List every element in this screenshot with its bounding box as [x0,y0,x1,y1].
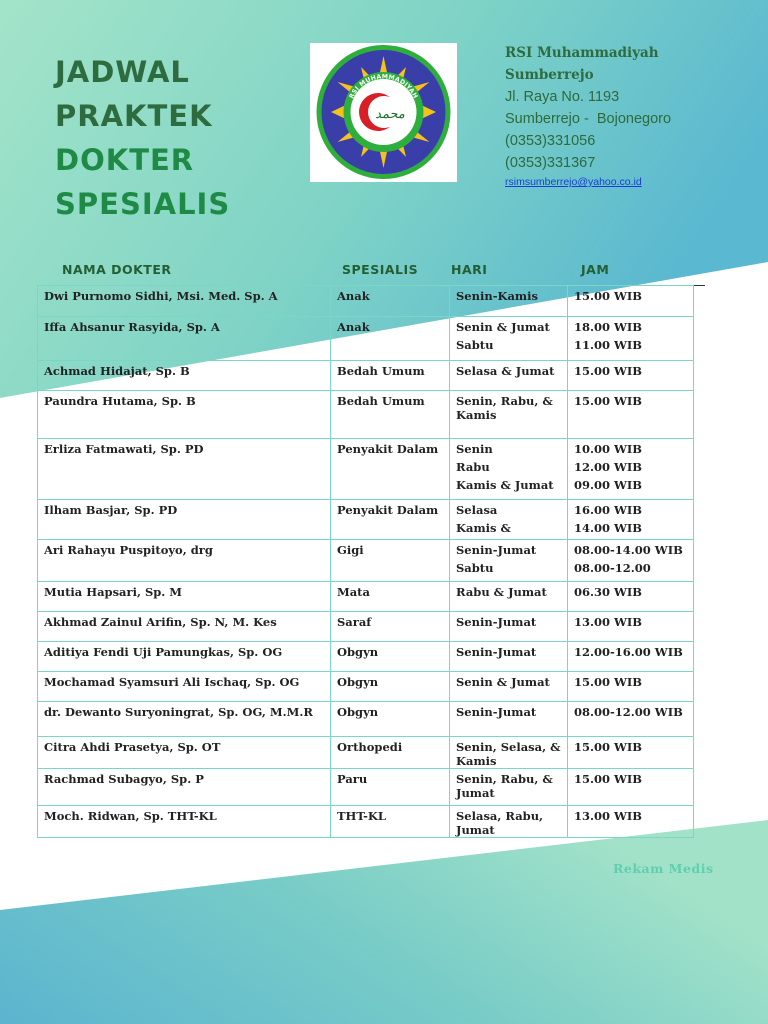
cell-jam-line: 10.00 WIB [574,442,643,456]
table-row [38,702,694,737]
cell-spesialis: Paru [331,769,450,806]
cell-jam [568,806,694,838]
table-row [38,540,694,582]
cell-spesialis: Penyakit Dalam [331,439,450,500]
cell-nama: Paundra Hutama, Sp. B [38,391,331,439]
cell-hari [450,737,568,769]
cell-jam-line: 15.00 WIB [574,675,643,689]
cell-jam-line: 15.00 WIB [574,364,643,378]
cell-hari-line: Rabu [456,460,490,474]
cell-jam-line: 11.00 WIB [574,338,643,352]
cell-jam-line: 16.00 WIB [574,503,643,517]
cell-jam-line: 15.00 WIB [574,740,643,754]
cell-hari-line: Senin-Jumat [456,645,537,659]
table-row [38,439,694,500]
cell-nama: Achmad Hidajat, Sp. B [38,361,331,391]
table-row [38,769,694,806]
table-row [38,642,694,672]
cell-hari-line: Senin-Jumat [456,705,537,719]
muhammadiyah-sun-logo-icon [310,43,457,182]
cell-jam [568,769,694,806]
cell-hari-line: Selasa, Rabu, Jumat [456,809,544,837]
cell-jam [568,286,694,317]
cell-hari-line: Sabtu [456,338,494,352]
cell-jam-line: 09.00 WIB [574,478,643,492]
cell-jam-line: 08.00-12.00 WIB [574,705,683,719]
cell-hari-line: Senin-Jumat [456,543,537,557]
cell-hari-line: Senin-Jumat [456,615,537,629]
cell-hari [450,286,568,317]
cell-hari [450,391,568,439]
cell-hari-line: Senin & Jumat [456,320,550,334]
logo-text-top: RSI MUHAMMADIYAH [348,73,419,100]
cell-nama: dr. Dewanto Suryoningrat, Sp. OG, M.M.R [38,702,331,737]
hospital-phone-1: (0353)331056 [505,133,596,149]
cell-jam [568,672,694,702]
cell-jam [568,361,694,391]
table-row [38,391,694,439]
column-header-spesialis: SPESIALIS [342,262,419,277]
cell-jam [568,612,694,642]
cell-jam [568,642,694,672]
table-row [38,672,694,702]
cell-hari-line: Senin & Jumat [456,675,550,689]
cell-hari [450,361,568,391]
table-row [38,806,694,838]
column-header-nama: NAMA DOKTER [62,262,172,277]
cell-spesialis: Anak [331,286,450,317]
cell-spesialis: Penyakit Dalam [331,500,450,540]
schedule-table [37,285,694,838]
cell-hari-line: Kamis & [456,521,511,535]
cell-hari [450,806,568,838]
cell-hari-line: Senin, Rabu, & Kamis [456,394,553,422]
hospital-phone-2: (0353)331367 [505,155,596,171]
column-header-hari: HARI [451,262,488,277]
title-line-3: DOKTER [55,143,195,177]
cell-hari [450,672,568,702]
cell-hari [450,500,568,540]
cell-jam-line: 14.00 WIB [574,521,643,535]
cell-spesialis: Gigi [331,540,450,582]
cell-hari [450,540,568,582]
cell-jam-line: 18.00 WIB [574,320,643,334]
cell-jam [568,317,694,361]
cell-spesialis: Bedah Umum [331,361,450,391]
cell-jam [568,702,694,737]
cell-nama: Ilham Basjar, Sp. PD [38,500,331,540]
table-row [38,317,694,361]
cell-hari [450,582,568,612]
cell-hari-line: Sabtu [456,561,494,575]
cell-nama: Erliza Fatmawati, Sp. PD [38,439,331,500]
cell-nama: Moch. Ridwan, Sp. THT-KL [38,806,331,838]
footer-rekam-medis: Rekam Medis [613,861,714,876]
cell-hari [450,439,568,500]
cell-spesialis: Orthopedi [331,737,450,769]
cell-hari-line: Senin-Kamis [456,289,538,303]
table-row [38,500,694,540]
cell-hari [450,317,568,361]
cell-nama: Aditiya Fendi Uji Pamungkas, Sp. OG [38,642,331,672]
cell-hari-line: Rabu & Jumat [456,585,547,599]
cell-spesialis: Obgyn [331,702,450,737]
cell-spesialis: Saraf [331,612,450,642]
cell-nama: Rachmad Subagyo, Sp. P [38,769,331,806]
cell-hari-line: Senin [456,442,493,456]
header-rule [693,285,705,286]
cell-jam-line: 06.30 WIB [574,585,643,599]
cell-spesialis: THT-KL [331,806,450,838]
table-row [38,286,694,317]
cell-jam-line: 15.00 WIB [574,772,643,786]
logo-text-bottom: SUMBERREJO [363,132,404,145]
hospital-address-1: Jl. Raya No. 1193 [505,89,620,105]
title-line-2: PRAKTEK [55,99,213,133]
title-line-1: JADWAL [55,55,190,89]
cell-jam [568,391,694,439]
title-line-4: SPESIALIS [55,187,231,221]
cell-hari-line: Senin, Rabu, & Jumat [456,772,553,800]
cell-jam-line: 08.00-14.00 WIB [574,543,683,557]
cell-nama: Dwi Purnomo Sidhi, Msi. Med. Sp. A [38,286,331,317]
cell-nama: Akhmad Zainul Arifin, Sp. N, M. Kes [38,612,331,642]
cell-nama: Iffa Ahsanur Rasyida, Sp. A [38,317,331,361]
cell-jam-line: 12.00 WIB [574,460,643,474]
cell-hari-line: Selasa & Jumat [456,364,555,378]
page-title [55,50,230,226]
column-header-jam: JAM [581,262,610,277]
cell-hari-line: Kamis & Jumat [456,478,554,492]
hospital-logo [310,43,457,182]
table-row [38,361,694,391]
cell-hari-line: Senin, Selasa, & Kamis [456,740,561,768]
cell-nama: Mutia Hapsari, Sp. M [38,582,331,612]
cell-spesialis: Obgyn [331,642,450,672]
cell-spesialis: Bedah Umum [331,391,450,439]
cell-jam [568,737,694,769]
cell-jam-line: 13.00 WIB [574,615,643,629]
cell-jam [568,439,694,500]
hospital-name: RSI Muhammadiyah Sumberrejo [505,45,659,83]
cell-nama: Ari Rahayu Puspitoyo, drg [38,540,331,582]
table-row [38,582,694,612]
svg-text:محمد: محمد [375,107,405,122]
cell-jam-line: 13.00 WIB [574,809,643,823]
table-row [38,612,694,642]
cell-hari [450,769,568,806]
cell-jam [568,540,694,582]
cell-hari [450,642,568,672]
cell-hari [450,702,568,737]
cell-jam-line: 15.00 WIB [574,394,643,408]
cell-nama: Citra Ahdi Prasetya, Sp. OT [38,737,331,769]
cell-jam-line: 08.00-12.00 [574,561,651,575]
cell-jam-line: 12.00-16.00 WIB [574,645,683,659]
cell-jam [568,582,694,612]
table-row [38,737,694,769]
hospital-info [505,42,695,188]
cell-hari [450,612,568,642]
cell-spesialis: Obgyn [331,672,450,702]
cell-hari-line: Selasa [456,503,498,517]
cell-jam-line: 15.00 WIB [574,289,643,303]
hospital-email-link[interactable]: rsimsumberrejo@yahoo.co.id [505,176,642,188]
cell-jam [568,500,694,540]
cell-nama: Mochamad Syamsuri Ali Ischaq, Sp. OG [38,672,331,702]
cell-spesialis: Mata [331,582,450,612]
cell-spesialis: Anak [331,317,450,361]
hospital-address-2: Sumberrejo - Bojonegoro [505,111,672,127]
